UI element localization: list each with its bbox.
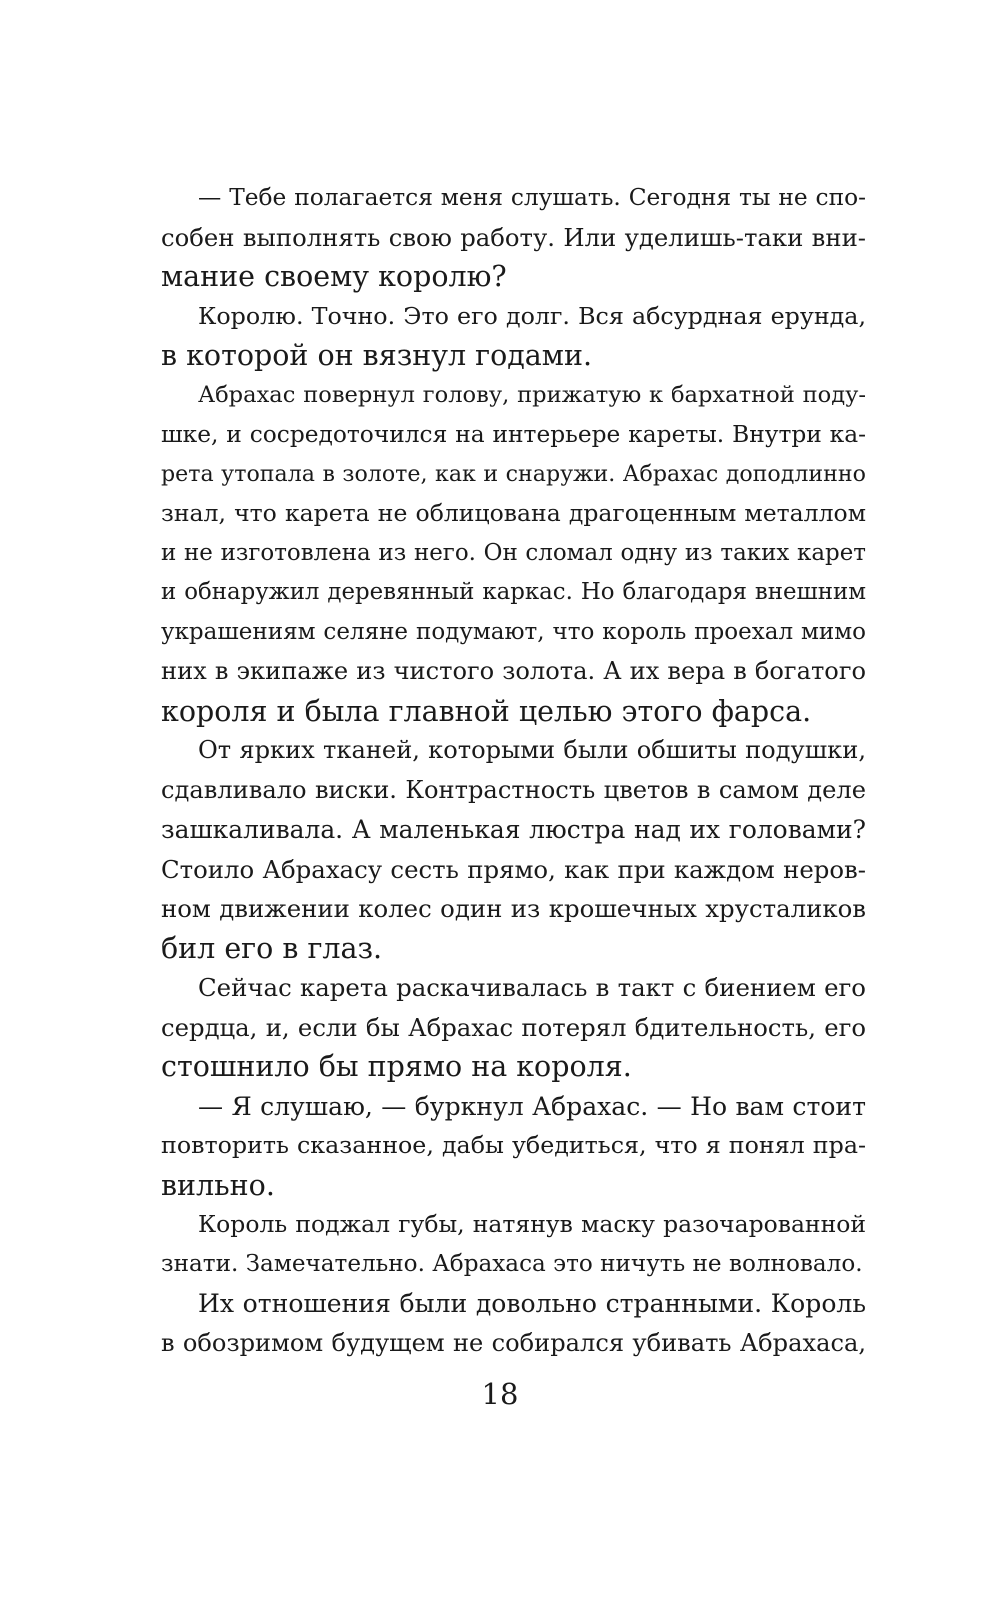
body-text (161, 178, 866, 1363)
text-line: шке, и сосредоточился на интерьере кареты. Внутри ка- (161, 421, 866, 448)
text-line: сдавливало виски. Контрастность цветов в самом деле (161, 775, 866, 804)
text-line: Королю. Точно. Это его долг. Вся абсурдная ерунда, (198, 301, 866, 330)
text-line: Сейчас карета раскачивалась в такт с биением его (198, 973, 866, 1002)
text-line: вильно. (161, 1168, 275, 1202)
text-line: короля и была главной целью этого фарса. (161, 694, 812, 728)
text-line: Стоило Абрахасу сесть прямо, как при каждом неров- (161, 854, 866, 884)
text-line: и обнаружил деревянный каркас. Но благодаря внешним (161, 579, 866, 605)
paragraph (161, 731, 866, 968)
page-number: 18 (481, 1377, 519, 1411)
text-line: зашкаливала. А маленькая люстра над их головами? (161, 815, 866, 844)
text-line: рета утопала в золоте, как и снаружи. Абрахас доподлинно (161, 460, 866, 487)
paragraph (161, 376, 866, 732)
paragraph (161, 968, 866, 1087)
text-line: ном движении колес один из крошечных хрусталиков (161, 894, 866, 923)
paragraph (161, 1205, 866, 1284)
text-line: — Я слушаю, — буркнул Абрахас. — Но вам стоит (198, 1091, 866, 1121)
text-line: и не изготовлена из него. Он сломал одну из таких карет (161, 539, 866, 566)
text-line: От ярких тканей, которыми были обшиты подушки, (198, 736, 866, 764)
paragraph (161, 297, 866, 376)
text-line: собен выполнять свою работу. Или уделишь-таки вни- (161, 222, 866, 252)
text-line: мание своему королю? (161, 260, 507, 293)
text-line: стошнило бы прямо на короля. (161, 1050, 632, 1083)
paragraph (161, 1087, 866, 1206)
text-line: сердца, и, если бы Абрахас потерял бдительность, его (161, 1012, 866, 1042)
text-line: Абрахас повернул голову, прижатую к бархатной поду- (198, 381, 866, 408)
text-line: повторить сказанное, дабы убедиться, что я понял пра- (161, 1131, 866, 1159)
text-line: знати. Замечательно. Абрахаса это ничуть не волновало. (161, 1250, 863, 1277)
text-line: бил его в глаз. (161, 931, 383, 965)
text-line: них в экипаже из чистого золота. А их вера в богатого (161, 657, 866, 685)
text-line: Их отношения были довольно странными. Король (198, 1289, 866, 1318)
paragraph (161, 178, 866, 297)
text-line: в которой он вязнул годами. (161, 339, 593, 372)
text-line: — Тебе полагается меня слушать. Сегодня ты не спо- (198, 184, 866, 211)
text-line: украшениям селяне подумают, что король проехал мимо (161, 618, 866, 645)
text-line: в обозримом будущем не собирался убивать Абрахаса, (161, 1328, 866, 1357)
text-line: Король поджал губы, натянув маску разочарованной (198, 1210, 866, 1238)
paragraph (161, 1284, 866, 1363)
text-line: знал, что карета не облицована драгоценным металлом (161, 499, 866, 527)
